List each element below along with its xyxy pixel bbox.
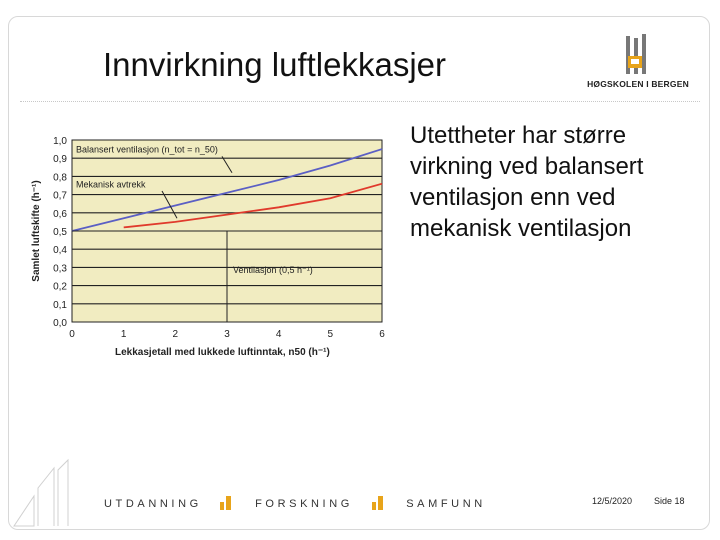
decorative-stripes-icon [12, 458, 82, 528]
x-tick-label: 1 [120, 329, 127, 340]
school-logo [578, 32, 698, 94]
air-change-chart [30, 128, 390, 368]
footer-word-forskning: FORSKNING [255, 498, 353, 510]
y-tick-label: 0,6 [53, 208, 67, 220]
body-text: Utettheter har større virkning ved balansert ventilasjon enn ved mekanisk ventilasjon [410, 122, 644, 242]
y-tick-label: 0,4 [53, 245, 67, 257]
annotation-balanced: Balansert ventilasjon (n_tot = n_50) [76, 144, 218, 155]
y-tick-label: 0,9 [53, 154, 67, 166]
y-tick-label: 1,0 [53, 136, 67, 147]
footer-word-samfunn: SAMFUNN [406, 498, 486, 510]
logo-emblem-icon [578, 32, 698, 78]
footer-date: 12/5/2020 [592, 496, 633, 506]
x-axis-label: Lekkasjetall med lukkede luftinntak, n50 (h⁻¹) [115, 347, 330, 358]
x-tick-label: 2 [172, 329, 179, 340]
title-divider [20, 101, 700, 102]
footer-words [104, 494, 486, 510]
logo-text: HØGSKOLEN I BERGEN [587, 79, 689, 89]
y-axis-label: Samlet luftskifte (h⁻¹) [31, 180, 42, 282]
slide-title: Innvirkning luftlekkasjer [103, 46, 446, 83]
y-tick-label: 0,8 [53, 172, 67, 184]
y-tick-label: 0,2 [53, 281, 67, 293]
y-tick-label: 0,3 [53, 263, 67, 275]
bar-chart-icon [370, 494, 386, 510]
y-tick-label: 0,1 [53, 299, 67, 311]
x-tick-label: 3 [224, 329, 230, 340]
x-tick-label: 0 [69, 329, 75, 340]
footer-page-number: Side 18 [654, 496, 685, 506]
x-tick-label: 4 [275, 329, 282, 340]
y-tick-label: 0,7 [53, 190, 67, 202]
x-tick-label: 5 [327, 329, 334, 340]
bar-chart-icon [218, 494, 234, 510]
annotation-mechanical: Mekanisk avtrekk [76, 179, 146, 190]
y-tick-label: 0,0 [53, 318, 67, 329]
y-tick-label: 0,5 [53, 227, 67, 238]
x-tick-label: 6 [379, 329, 385, 340]
footer-word-utdanning: UTDANNING [104, 498, 202, 510]
annotation-ventilation: Ventilasjon (0,5 h⁻¹) [233, 264, 313, 275]
